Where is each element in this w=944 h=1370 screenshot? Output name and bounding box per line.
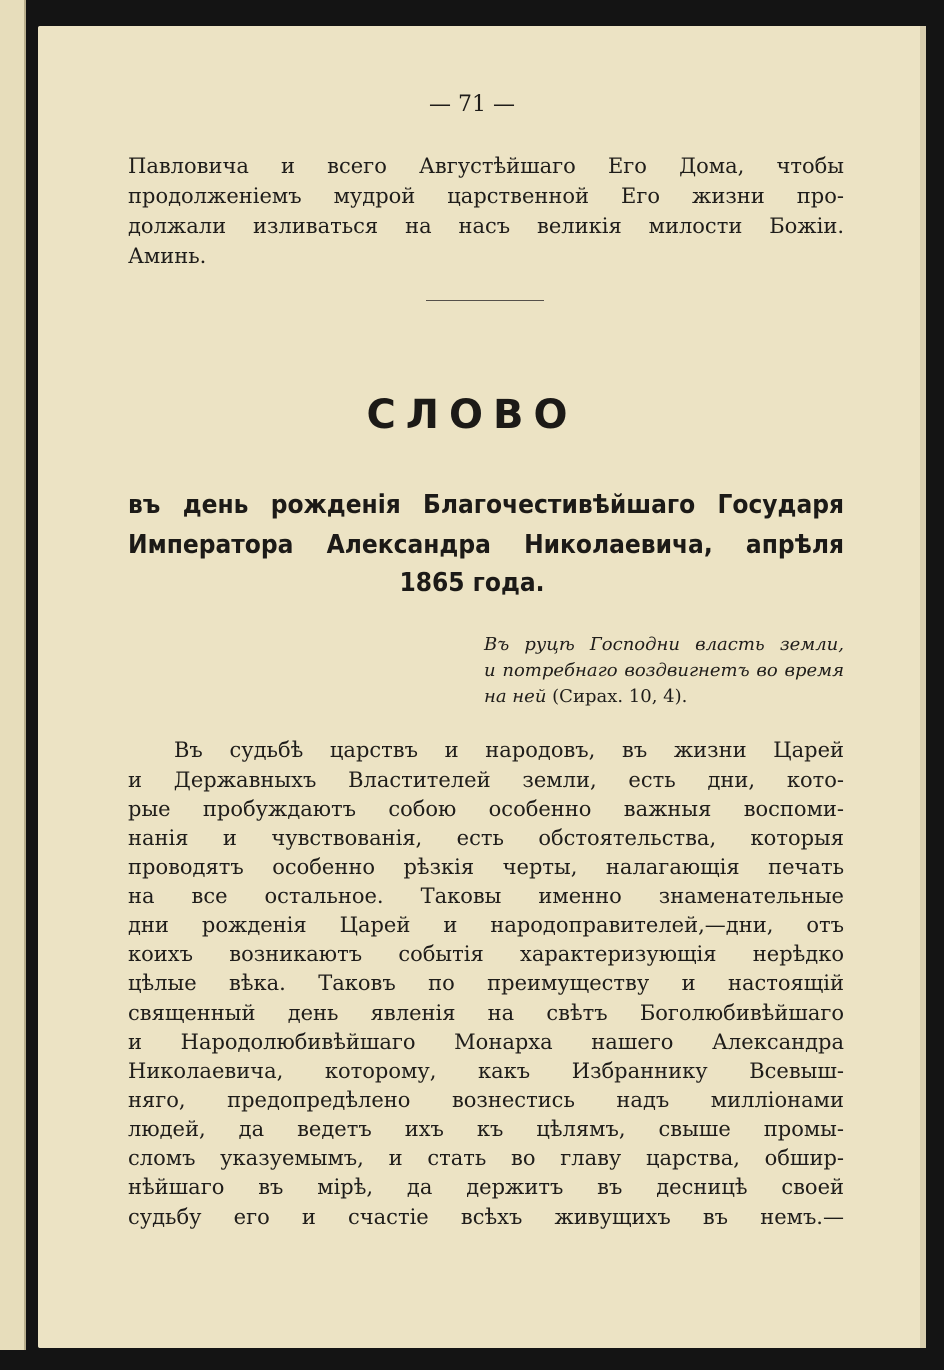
body-line: цѣлые вѣка. Таковъ по преимуществу и настоящій — [128, 971, 844, 995]
body-line: нанія и чувствованія, есть обстоятельства, которыя — [128, 826, 844, 850]
sermon-subtitle-line: 1865 года. — [399, 568, 545, 598]
sermon-subtitle-line: Императора Александра Николаевича, апрѣля — [128, 530, 844, 560]
page-right-edge — [920, 26, 926, 1348]
body-line: коихъ возникаютъ событія характеризующія нерѣдко — [128, 942, 844, 966]
page-number: — 71 — — [429, 92, 515, 117]
epigraph-reference: (Сирах. 10, 4). — [552, 686, 688, 707]
body-line: священный день явленія на свѣтъ Боголюбивѣйшаго — [128, 1001, 844, 1025]
body-line: нѣйшаго въ мірѣ, да держитъ въ десницѣ своей — [128, 1175, 844, 1199]
continuation-line: продолженіемъ мудрой царственной Его жизни про- — [128, 184, 844, 208]
epigraph-line: на ней — [484, 686, 547, 707]
previous-page-edge — [0, 0, 26, 1350]
body-line: и Народолюбивѣйшаго Монарха нашего Александра — [128, 1030, 844, 1054]
body-line: судьбу его и счастіе всѣхъ живущихъ въ немъ.— — [128, 1205, 844, 1229]
continuation-line: должали изливаться на насъ великія милости Божіи. — [128, 214, 844, 238]
continuation-line: Аминь. — [128, 244, 207, 268]
epigraph-line: и потребнаго воздвигнетъ во время — [484, 660, 844, 681]
body-line: на все остальное. Таковы именно знаменательные — [128, 884, 844, 908]
body-line: сломъ указуемымъ, и стать во главу царства, обшир- — [128, 1146, 844, 1170]
body-line: рые пробуждаютъ собою особенно важныя воспоми- — [128, 797, 844, 821]
body-line: дни рожденія Царей и народоправителей,—дни, отъ — [128, 913, 844, 937]
body-line: Николаевича, которому, какъ Избраннику Всевыш- — [128, 1059, 844, 1083]
epigraph-last-line — [484, 686, 844, 707]
epigraph-line: Въ руцѣ Господни власть земли, — [484, 634, 844, 655]
sermon-subtitle-line: въ день рожденія Благочестивѣйшаго Государя — [128, 490, 844, 520]
section-divider — [426, 300, 544, 301]
body-line: проводятъ особенно рѣзкія черты, налагающія печать — [128, 855, 844, 879]
sermon-title: СЛОВО — [366, 392, 578, 438]
body-line: няго, предопредѣлено вознестись надъ милліонами — [128, 1088, 844, 1112]
body-line: людей, да ведетъ ихъ къ цѣлямъ, свыше промы- — [128, 1117, 844, 1141]
body-line: Въ судьбѣ царствъ и народовъ, въ жизни Царей — [174, 738, 844, 762]
body-line: и Державныхъ Властителей земли, есть дни, кото- — [128, 768, 844, 792]
continuation-line: Павловича и всего Августѣйшаго Его Дома, чтобы — [128, 154, 844, 178]
